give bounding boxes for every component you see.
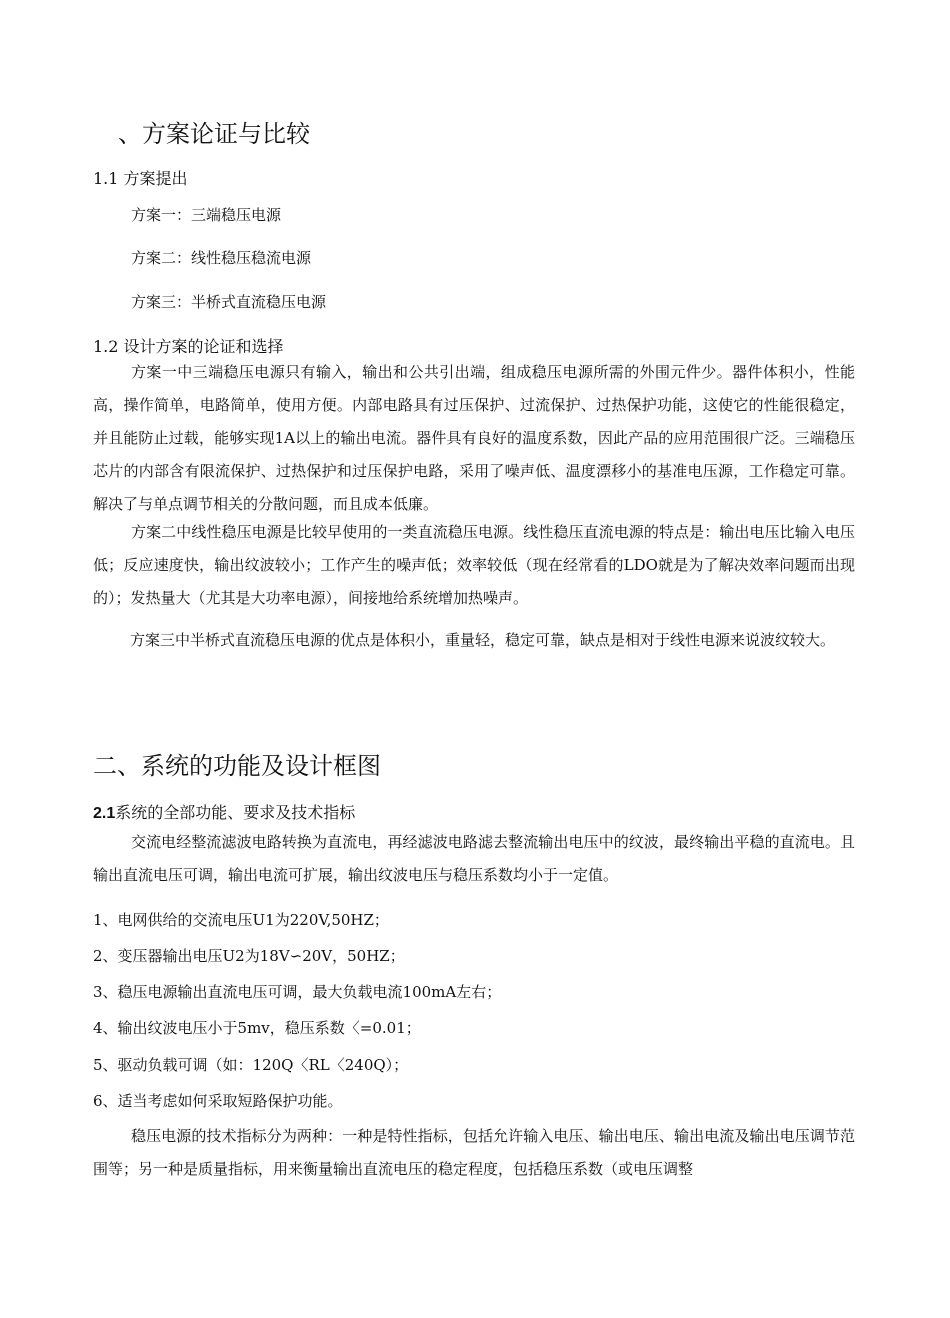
- subsection-2-1-text: 系统的全部功能、要求及技术指标: [115, 803, 356, 822]
- subsection-1-1-title: 1.1 方案提出: [93, 169, 188, 188]
- subsection-2-1-title: [93, 800, 355, 823]
- paragraph-technical-indicators: 稳压电源的技术指标分为两种：一种是特性指标，包括允许输入电压、输出电压、输出电流及输出电压调节范围等；另一种是质量指标，用来衡量输出直流电压的稳定程度，包括稳压系数（或电压调整: [93, 1127, 855, 1178]
- option-1: 方案一：三端稳压电源: [131, 206, 282, 224]
- paragraph-intro: 交流电经整流滤波电路转换为直流电，再经滤波电路滤去整流输出电压中的纹波，最终输出平稳的直流电。且输出直流电压可调，输出电流可扩展，输出纹波电压与稳压系数均小于一定值。: [93, 833, 855, 884]
- requirement-item-1: 1、电网供给的交流电压U1为220V,50HZ；: [93, 911, 389, 929]
- subsection-1-2-title: 1.2 设计方案的论证和选择: [93, 337, 284, 356]
- option-2: 方案二：线性稳压稳流电源: [131, 249, 312, 267]
- option-3: 方案三：半桥式直流稳压电源: [131, 293, 327, 311]
- requirement-item-4: 4、输出纹波电压小于5mv，稳压系数〈=0.01；: [93, 1019, 421, 1037]
- paragraph-option-1: 方案一中三端稳压电源只有输入，输出和公共引出端，组成稳压电源所需的外围元件少。器件体积小，性能高，操作简单，电路简单，使用方便。内部电路具有过压保护、过流保护、过热保护功能，这使它的性能很稳定，并且能防止过载，能够实现1A以上的输出电流。器件具有良好的温度系数，因此产品的应用范围很广泛。三端稳压芯片的内部含有限流保护、过热保护和过压保护电路，采用了噪声低、温度漂移小的基准电压源，工作稳定可靠。解决了与单点调节相关的分散问题，而且成本低廉。: [93, 363, 855, 513]
- requirement-item-3: 3、稳压电源输出直流电压可调，最大负载电流100mA左右；: [93, 983, 502, 1001]
- requirement-item-2: 2、变压器输出电压U2为18V∽20V，50HZ；: [93, 947, 405, 965]
- paragraph-option-3: 方案三中半桥式直流稳压电源的优点是体积小，重量轻，稳定可靠，缺点是相对于线性电源来说波纹较大。: [130, 631, 836, 649]
- section2-title: 二、系统的功能及设计框图: [93, 752, 381, 780]
- paragraph-option-2: 方案二中线性稳压电源是比较早使用的一类直流稳压电源。线性稳压直流电源的特点是：输出电压比输入电压低；反应速度快，输出纹波较小；工作产生的噪声低；效率较低（现在经常看的LDO就是为了解决效率问题而出现的）；发热量大（尤其是大功率电源），间接地给系统增加热噪声。: [93, 523, 855, 607]
- section1-title: 、方案论证与比较: [118, 120, 310, 148]
- requirement-item-5: 5、驱动负载可调（如：120Q〈RL〈240Q）；: [93, 1056, 409, 1074]
- requirement-item-6: 6、适当考虑如何采取短路保护功能。: [93, 1092, 343, 1110]
- subsection-2-1-number: 2.1: [93, 805, 116, 822]
